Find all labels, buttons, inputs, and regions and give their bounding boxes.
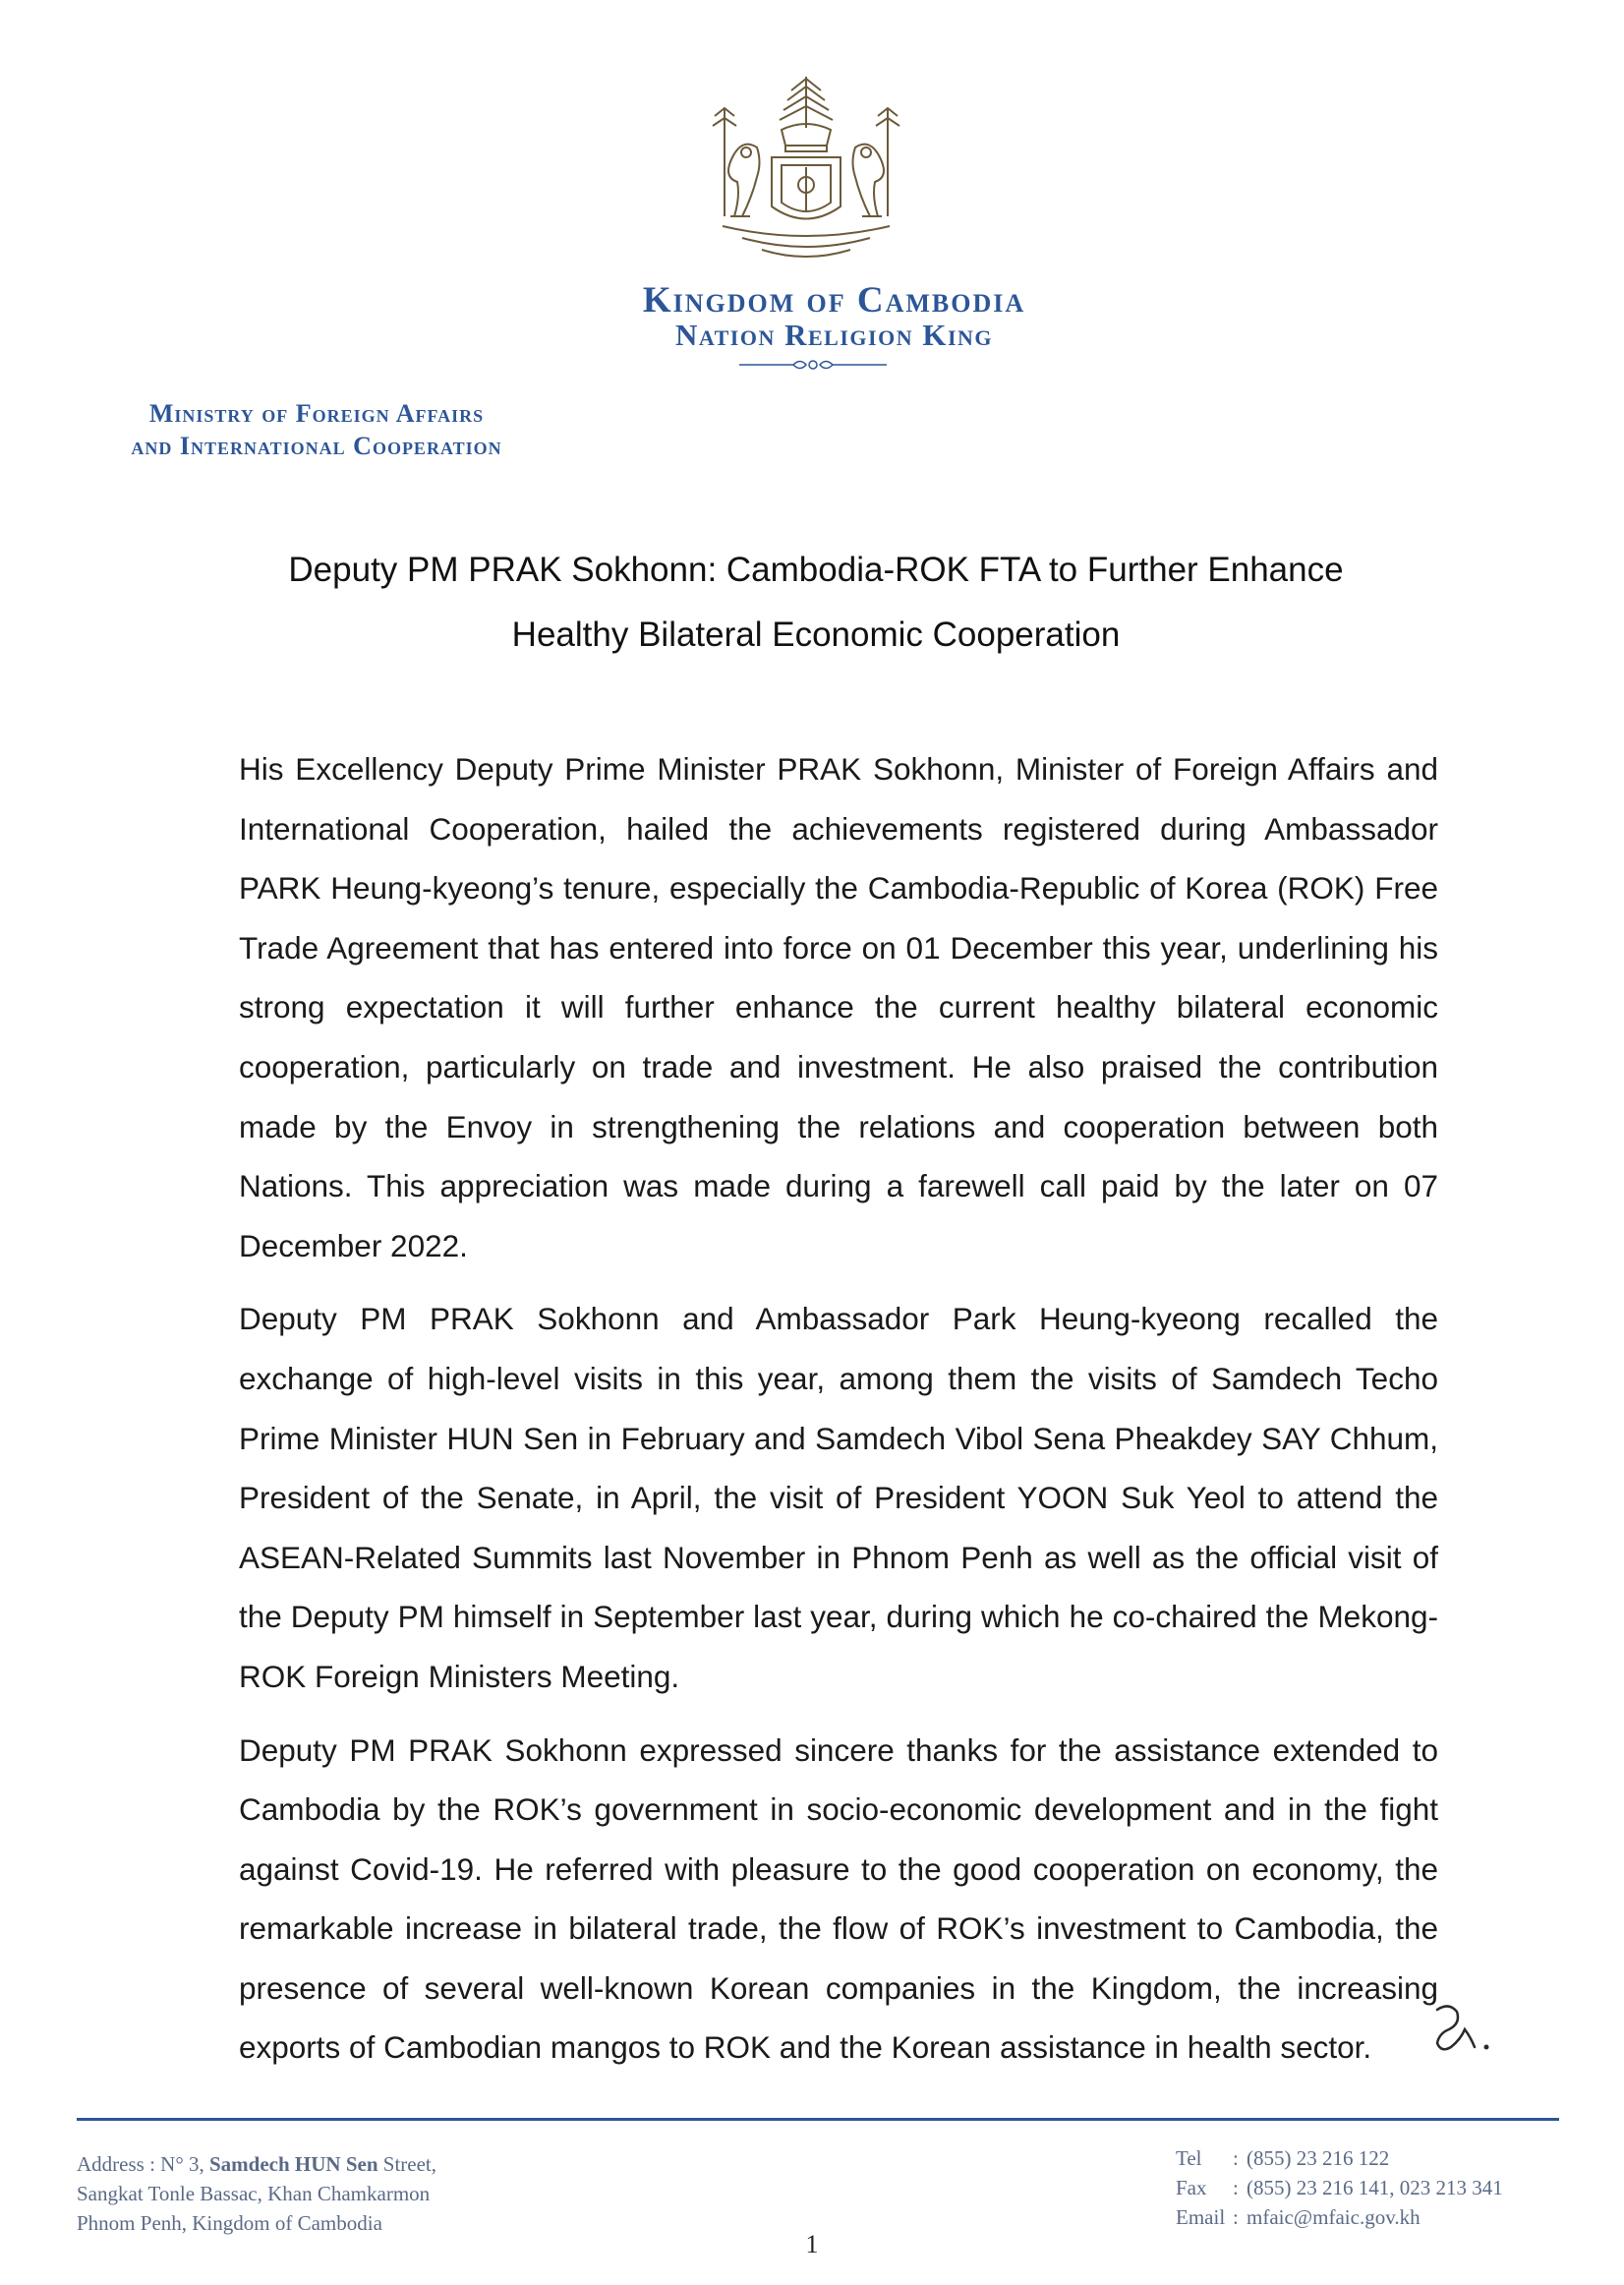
- email-colon: :: [1233, 2205, 1239, 2229]
- address-line-1: [77, 2149, 667, 2179]
- address-suffix: Street,: [377, 2152, 436, 2176]
- headline-line-1: Deputy PM PRAK Sokhonn: Cambodia-ROK FTA to Further Enhance: [288, 551, 1344, 589]
- national-motto: Nation Religion King: [674, 318, 994, 352]
- fax-value: (855) 23 216 141, 023 213 341: [1247, 2176, 1503, 2199]
- tel-colon: :: [1233, 2146, 1239, 2170]
- email-value: mfaic@mfaic.gov.kh: [1247, 2205, 1421, 2229]
- tel-value: (855) 23 216 122: [1247, 2146, 1390, 2170]
- paragraph-2: Deputy PM PRAK Sokhonn and Ambassador Park Heung-kyeong recalled the exchange of high-level visits in this year, among them the visits of Samdech Techo Prime Minister HUN Sen in February and Samdech Vibol Sena Pheakdey SAY Chhum, President of the Senate, in April, the visit of President YOON Suk Yeol to attend the ASEAN-Related Summits last November in Phnom Penh as well as the official visit of the Deputy PM himself in September last year, during which he co-chaired the Mekong-ROK Foreign Ministers Meeting.: [239, 1301, 1438, 1694]
- ministry-name: [71, 397, 562, 462]
- tel-label: Tel: [1176, 2146, 1202, 2170]
- paragraph-3: Deputy PM PRAK Sokhonn expressed sincere thanks for the assistance extended to Cambodia by the ROK’s government in socio-economic development and in the fight against Covid-19. He referred with pleasure to the good cooperation on economy, the remarkable increase in bilateral trade, the flow of ROK’s investment to Cambodia, the presence of several well-known Korean companies in the Kingdom, the increasing exports of Cambodian mangos to ROK and the Korean assistance in health sector.: [239, 1731, 1438, 2066]
- ministry-line-1: Ministry of Foreign Affairs: [148, 399, 485, 428]
- royal-coat-of-arms-icon: [703, 69, 909, 275]
- address-prefix: Address : N° 3,: [77, 2152, 209, 2176]
- email-row: [1176, 2202, 1589, 2232]
- press-release-headline: [197, 538, 1435, 668]
- headline-line-2: Healthy Bilateral Economic Cooperation: [511, 615, 1121, 654]
- handwritten-initials-icon: [1427, 2000, 1496, 2055]
- paragraph-1: His Excellency Deputy Prime Minister PRAK Sokhonn, Minister of Foreign Affairs and International Cooperation, hailed the achievements registered during Ambassador PARK Heung-kyeong’s tenure, especially the Cambodia-Republic of Korea (ROK) Free Trade Agreement that has entered into force on 01 December this year, underlining his strong expectation it will further enhance the current healthy bilateral economic cooperation, particularly on trade and investment. He also praised the contribution made by the Envoy in strengthening the relations and cooperation between both Nations. This appreciation was made during a farewell call paid by the later on 07 December 2022.: [239, 751, 1438, 1263]
- email-label: Email: [1176, 2205, 1226, 2229]
- address-street: Samdech HUN Sen: [208, 2152, 378, 2176]
- footer-divider: [77, 2118, 1559, 2121]
- ministry-line-2: and International Cooperation: [131, 432, 502, 460]
- address-line-2: Sangkat Tonle Bassac, Khan Chamkarmon: [77, 2182, 431, 2205]
- footer-contacts: [1176, 2143, 1589, 2232]
- tel-row: [1176, 2143, 1589, 2173]
- fax-label: Fax: [1176, 2176, 1207, 2199]
- fax-row: [1176, 2173, 1589, 2202]
- divider-ornament-icon: [739, 358, 887, 372]
- article-body: [239, 739, 1438, 2091]
- fax-colon: :: [1233, 2176, 1239, 2199]
- footer-address: [77, 2149, 667, 2238]
- address-line-3: Phnom Penh, Kingdom of Cambodia: [77, 2211, 382, 2235]
- page-number: 1: [805, 2230, 819, 2258]
- kingdom-title: Kingdom of Cambodia: [642, 280, 1026, 321]
